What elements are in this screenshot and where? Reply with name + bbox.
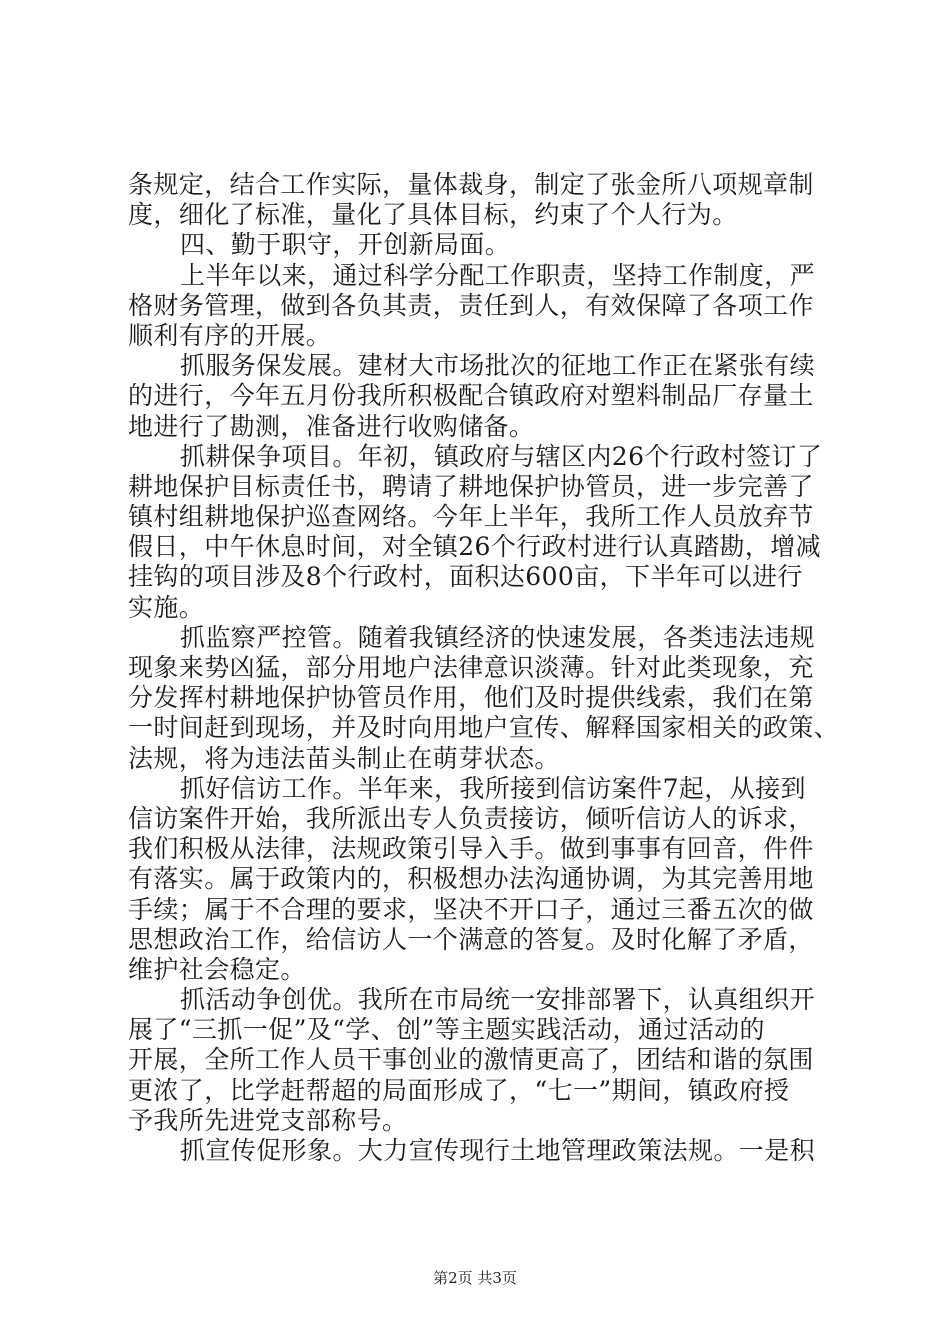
text-line: 有落实。属于政策内的，积极想办法沟通协调，为其完善用地 bbox=[128, 864, 814, 894]
text-line: 镇村组耕地保护巡查网络。今年上半年，我所工作人员放弃节 bbox=[128, 502, 814, 532]
text-line: 抓宣传促形象。大力宣传现行土地管理政策法规。一是积 bbox=[180, 1136, 816, 1165]
text-line: 挂钩的项目涉及8个行政村，面积达600亩，下半年可以进行 bbox=[128, 562, 803, 592]
text-line: 维护社会稳定。 bbox=[128, 954, 306, 984]
text-line: 手续；属于不合理的要求，坚决不开口子，通过三番五次的做 bbox=[128, 894, 814, 924]
text-line: 予我所先进党支部称号。 bbox=[128, 1105, 408, 1135]
text-line: 假日，中午休息时间，对全镇26个行政村进行认真踏勘，增减 bbox=[128, 532, 822, 562]
text-line: 度，细化了标准，量化了具体目标，约束了个人行为。 bbox=[128, 200, 738, 230]
text-line: 我们积极从法律，法规政策引导入手。做到事事有回音，件件 bbox=[128, 834, 814, 864]
text-line: 地进行了勘测，准备进行收购储备。 bbox=[128, 411, 535, 441]
text-line: 抓好信访工作。半年来，我所接到信访案件7起，从接到 bbox=[180, 773, 806, 803]
text-line: 的进行，今年五月份我所积极配合镇政府对塑料制品厂存量土 bbox=[128, 381, 814, 411]
text-line: 实施。 bbox=[128, 592, 205, 622]
text-line: 上半年以来，通过科学分配工作职责，坚持工作制度，严 bbox=[180, 260, 816, 290]
text-line: 分发挥村耕地保护协管员作用，他们及时提供线索，我们在第 bbox=[128, 683, 814, 713]
text-line: 现象来势凶猛，部分用地户法律意识淡薄。针对此类现象，充 bbox=[128, 653, 814, 682]
text-line: 格财务管理，做到各负其责，责任到人，有效保障了各项工作 bbox=[128, 290, 814, 320]
text-line: 信访案件开始，我所派出专人负责接访，倾听信访人的诉求， bbox=[128, 803, 814, 833]
text-line: 条规定，结合工作实际，量体裁身，制定了张金所八项规章制 bbox=[128, 170, 814, 199]
text-line: 抓活动争创优。我所在市局统一安排部署下，认真组织开 bbox=[180, 985, 816, 1015]
text-line: 法规，将为违法苗头制止在萌芽状态。 bbox=[128, 743, 560, 773]
document-body bbox=[128, 170, 840, 1166]
text-line: 顺利有序的开展。 bbox=[128, 320, 332, 350]
text-line: 开展，全所工作人员干事创业的激情更高了，团结和谐的氛围 bbox=[128, 1045, 814, 1075]
text-line: 更浓了，比学赶帮超的局面形成了，“七一”期间，镇政府授 bbox=[128, 1075, 790, 1105]
text-line: 思想政治工作，给信访人一个满意的答复。及时化解了矛盾， bbox=[128, 924, 814, 954]
text-line: 抓监察严控管。随着我镇经济的快速发展，各类违法违规 bbox=[180, 622, 816, 652]
text-line: 展了“三抓一促”及“学、创”等主题实践活动，通过活动的 bbox=[128, 1015, 765, 1045]
page-footer: 第2页 共3页 bbox=[433, 1269, 517, 1287]
text-line: 一时间赶到现场，并及时向用地户宣传、解释国家相关的政策、 bbox=[128, 713, 840, 743]
text-line: 四、勤于职守，开创新局面。 bbox=[180, 230, 511, 260]
text-line: 耕地保护目标责任书，聘请了耕地保护协管员，进一步完善了 bbox=[128, 471, 814, 501]
text-line: 抓耕保争项目。年初，镇政府与辖区内26个行政村签订了 bbox=[180, 441, 823, 471]
text-line: 抓服务保发展。建材大市场批次的征地工作正在紧张有续 bbox=[180, 351, 816, 381]
